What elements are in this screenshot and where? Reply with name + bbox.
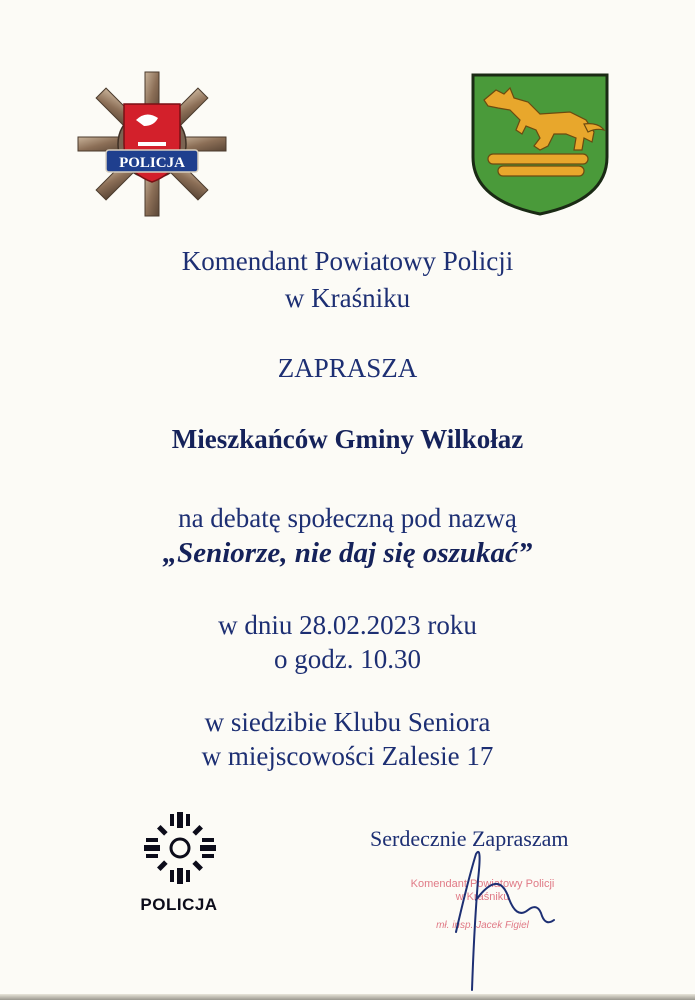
event-time: o godz. 10.30 [274,644,421,674]
stamp-line1: Komendant Powiatowy Policji [410,878,555,890]
event-place-line1: w siedzibie Klubu Seniora [204,707,491,737]
event-place-line2: w miejscowości Zalesie 17 [201,741,494,771]
police-star-label: POLICJA [119,155,185,171]
police-star-emblem [76,70,228,218]
page-bottom-edge [0,994,695,1000]
event-date: w dniu 28.02.2023 roku [218,610,477,640]
stamp-name: mł. insp. Jacek Figiel [436,920,529,931]
invite-heading: ZAPRASZA [277,353,418,383]
policja-star-logo-icon [136,810,224,886]
wolf-coat-of-arms-icon [470,72,610,217]
stamp-line2: w Kraśniku [455,891,510,903]
policja-logo-text: POLICJA [140,895,218,914]
handwritten-signature [438,840,568,1000]
event-intro: na debatę społeczną pod nazwą [178,503,517,533]
audience: Mieszkańców Gminy Wilkołaz [171,424,524,454]
commander-title: Komendant Powiatowy Policji [181,246,514,276]
commander-location: w Kraśniku [284,283,411,313]
closing-text: Serdecznie Zapraszam [370,826,569,851]
event-title: „Seniorze, nie daj się oszukać” [162,537,533,569]
